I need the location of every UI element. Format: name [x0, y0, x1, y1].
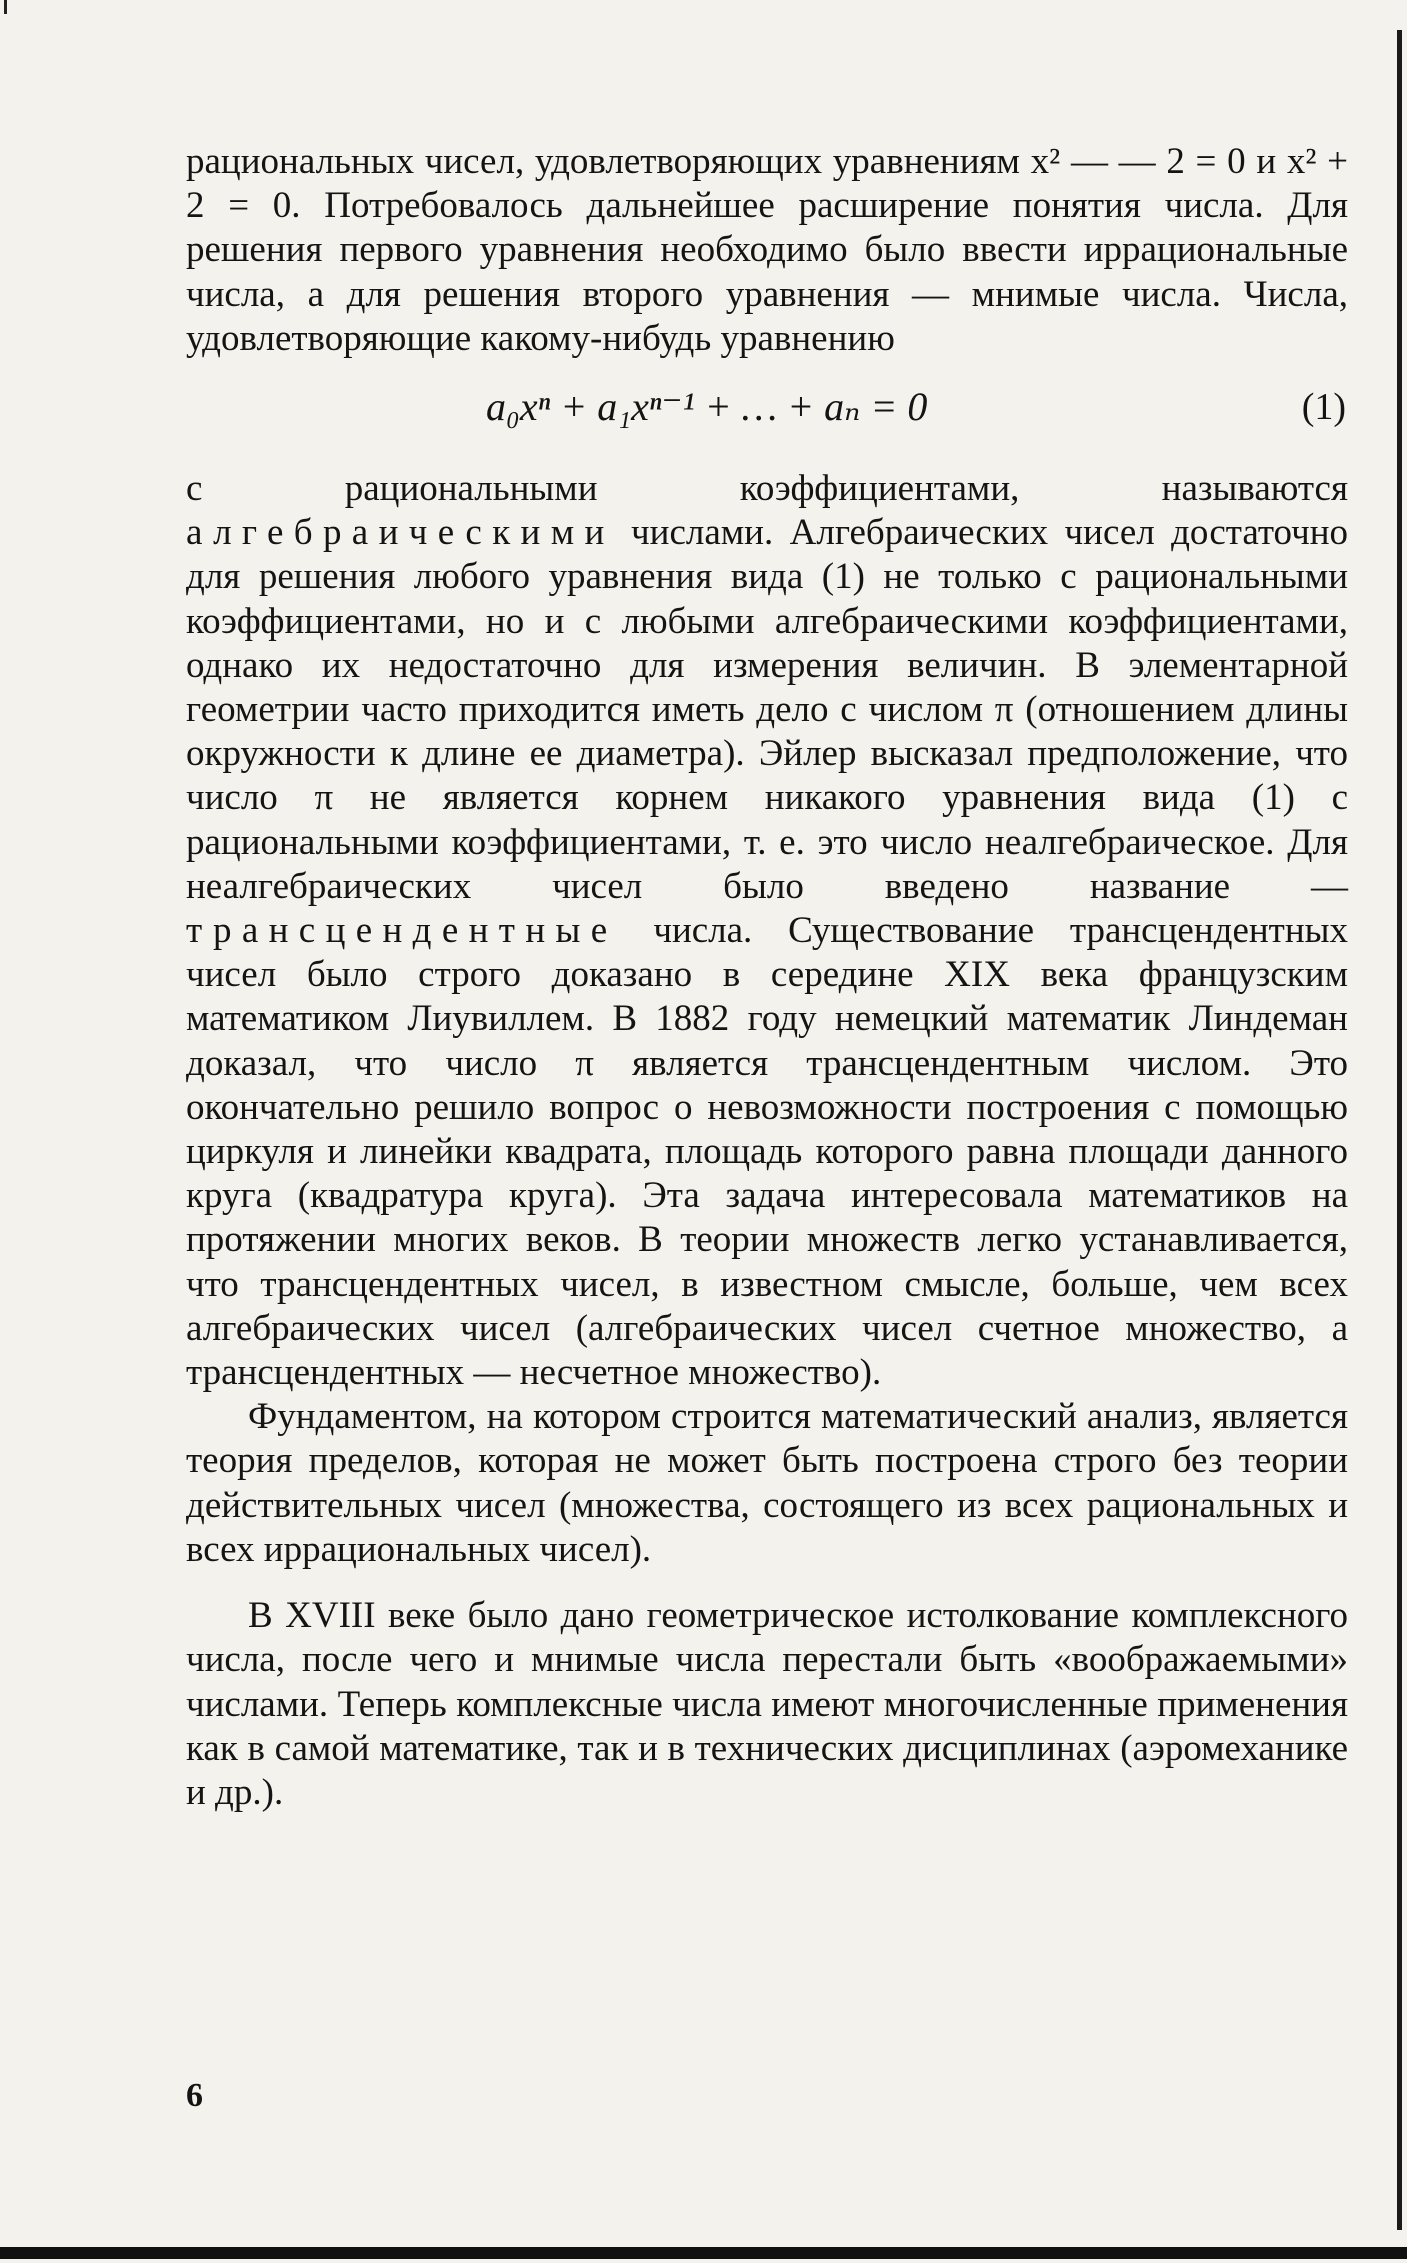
paragraph-2 [186, 467, 1348, 1395]
paragraph-1: рациональных чисел, удовлетворяющих уравнениям x² — — 2 = 0 и x² + 2 = 0. Потребовалось дальнейшее расширение понятия числа. Для решения первого уравнения необходимо было ввести иррациональные числа, а для решения второго уравнения — мнимые числа. Числа, удовлетворяющие какому-нибудь уравнению [186, 141, 1348, 359]
paragraph-4: В XVIII веке было дано геометрическое истолкование комплексного числа, после чего и мнимые числа перестали быть «воображаемыми» числами. Теперь комплексные числа имеют многочисленные применения как в самой математике, так и в технических дисциплинах (аэромеханике и др.). [186, 1595, 1348, 1813]
main-text [186, 140, 1348, 1815]
corner-print-mark [4, 0, 7, 14]
paragraph-2-part-1: с рациональными коэффициентами, называются [186, 468, 1348, 510]
page-number: 6 [186, 2077, 203, 2114]
equation-1 [186, 361, 1348, 467]
term-transcendental: трансцендентные [186, 910, 618, 952]
bottom-edge-rule [0, 2247, 1407, 2259]
equation-formula: a₀xⁿ + a₁xⁿ⁻¹ + … + aₙ = 0 [486, 384, 928, 430]
right-margin-rule [1397, 30, 1402, 2230]
paragraph-2-part-2: числами. Алгебраических чисел достаточно для решения любого уравнения вида (1) не только с рациональными коэффициентами, но и с любыми алгебраическими коэффициентами, однако их недостаточно для измерения величин. В элементарной геометрии часто приходится иметь дело с числом π (отношением длины окружности к длине ее диаметра). Эйлер высказал предположение, что число π не является корнем никакого уравнения вида (1) с рациональными коэффициентами, т. е. это число неалгебраическое. Для неалгебраических чисел было введено название — [186, 512, 1348, 907]
term-algebraic: алгебраическими [186, 512, 615, 554]
paragraph-2-part-3: числа. Существование трансцендентных чисел было строго доказано в середине XIX века французским математиком Лиувиллем. В 1882 году немецкий математик Линдеман доказал, что число π является трансцендентным числом. Это окончательно решило вопрос о невозможности построения с помощью циркуля и линейки квадрата, площадь которого равна площади данного круга (квадратура круга). Эта задача интересовала математиков на протяжении многих веков. В теории множеств легко устанавливается, что трансцендентных чисел, в известном смысле, больше, чем всех алгебраических чисел (алгебраических чисел счетное множество, а трансцендентных — несчетное множество). [186, 910, 1348, 1394]
equation-number: (1) [1301, 386, 1346, 429]
paragraph-3: Фундаментом, на котором строится математический анализ, является теория пределов, которая не может быть построена строго без теории действительных чисел (множества, состоящего из всех рациональных и всех иррациональных чисел). [186, 1396, 1348, 1570]
